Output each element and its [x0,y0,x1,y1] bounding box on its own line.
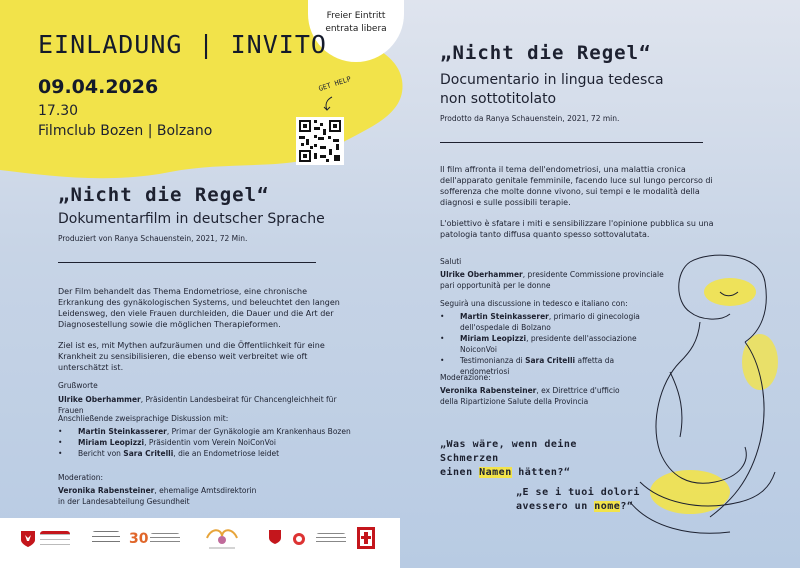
it-moderation-role: , ex Direttrice d'ufficio della Ripartizione Salute della Provincia [440,386,620,406]
de-film-subtitle: Dokumentarfilm in deutscher Sprache [58,211,325,227]
participant-prefix: Bericht von [78,449,124,458]
sanitary-service-logo-icon [292,532,306,546]
quote-it-line1: „E se i tuoi dolori [516,487,640,498]
de-moderation-name: Veronika Rabensteiner [58,486,155,495]
de-moderation-role1: , ehemalige Amtsdirektorin [154,486,257,495]
participant-role: , Präsidentin vom Verein NoiConVoi [144,438,276,447]
women-council-logo-icon [150,533,180,549]
event-venue: Filmclub Bozen | Bolzano [38,123,213,139]
quote-german [440,438,640,480]
de-moderation [58,472,358,507]
participant-role: , primario di ginecologia dell'ospedale di Bolzano [460,312,640,332]
list-item [58,448,358,459]
it-moderation-label: Moderazione: [440,373,491,382]
event-date: 09.04.2026 [38,76,159,98]
it-description-1: Il film affronta il tema dell'endometriosi, una malattia cronica dell'apparato genitale femminile, facendo luce sul lungo percorso di sofferenza che molte donne vivono, sui tempi e le modalità della diagnosi e sulle possibili terapie. [440,165,713,207]
it-moderation-name: Veronika Rabensteiner [440,386,537,395]
quote-de-part: hätten?“ [511,467,571,478]
quote-it-part: avessero un [516,501,595,512]
provincial-logo-text-icon [40,531,70,551]
it-discussion-label: Seguirà una discussione in tedesco e italiano con: [440,299,628,308]
it-description-2: L'obiettivo è sfatare i miti e sensibilizzare l'opinione pubblica su una patologia tanto diffusa quanto spesso sottovalutata. [440,219,714,239]
list-item [440,333,640,355]
participant-name: Miriam Leopizzi [460,334,527,343]
de-greetings-role: , Präsidentin Landesbeirat für Chancengleichheit für Frauen [58,395,337,415]
provincial-eagle-logo-icon [20,530,36,548]
de-greetings [58,380,358,416]
get-help-label: GET HELP [317,74,353,94]
participant-name: Martin Steinkasserer [78,427,167,436]
de-discussion [58,413,358,459]
it-discussion [440,298,640,377]
de-discussion-label: Anschließende zweisprachige Diskussion mit: [58,414,229,423]
bolzano-city-logo-icon [356,526,376,552]
equal-opportunity-logo-icon [92,531,120,551]
participant-role: , presidente dell'associazione NoiconVoi [460,334,637,354]
quote-de-line1: „Was wäre, wenn deine Schmerzen [440,439,577,464]
quote-de-part: einen [440,467,480,478]
it-participant-list [440,311,640,377]
health-service-logo-icon [268,529,282,545]
it-film-subtitle-1: Documentario in lingua tedesca [440,72,664,88]
participant-name: Miriam Leopizzi [78,438,145,447]
de-greetings-label: Grußworte [58,381,98,390]
de-description-1: Der Film behandelt das Thema Endometriose, eine chronische Erkrankung des gynäkologischen Systems, und beleuchtet den langen Leidensweg, den viele Frauen durchleiden, die Dauer und die Art der Diagnosestellung sowie die möglichen Therapieformen. [58,287,340,329]
quote-de-highlight: Namen [479,467,512,478]
participant-name: Martin Steinkasserer [460,312,549,321]
de-description-2: Ziel ist es, mit Mythen aufzuräumen und die Öffentlichkeit für eine Krankheit zu sensibilisieren, die ebenso weit verbreitet wie oft unterschätzt ist. [58,341,325,372]
quote-de-line2 [440,466,640,480]
list-item [58,426,358,437]
anniversary-30-logo-icon [128,528,150,548]
it-greetings-label: Saluti [440,257,462,266]
it-divider [440,142,703,143]
list-item [58,437,358,448]
it-film-title: „Nicht die Regel“ [440,42,652,64]
it-production-info: Prodotto da Ranya Schauenstein, 2021, 72 min. [440,114,620,123]
qr-code-icon[interactable] [296,117,344,165]
de-moderation-label: Moderation: [58,473,104,482]
de-divider [58,262,316,263]
de-participant-list [58,426,358,459]
page-title: EINLADUNG | INVITO [38,30,327,59]
it-moderation-speaker [440,385,640,407]
quote-it-part: ?“ [620,501,634,512]
it-film-subtitle-2: non sottotitolato [440,91,557,107]
it-greetings-role: , presidente Commissione provinciale pari opportunità per le donne [440,270,664,290]
participant-name: Sara Critelli [525,356,576,365]
participant-role: , Primar der Gynäkologie am Krankenhaus Bozen [166,427,351,436]
film-club-logo-icon [316,533,346,549]
quote-italian [516,486,656,514]
de-moderation-role2: in der Landesabteilung Gesundheit [58,497,190,506]
participant-role: affetta da endometriosi [460,356,615,376]
get-help-arrow-icon [322,96,336,112]
free-entry-it: entrata libera [325,24,387,34]
participant-name: Sara Critelli [123,449,174,458]
event-time: 17.30 [38,103,79,119]
de-film-title: „Nicht die Regel“ [58,184,270,206]
noiconvoi-logo-icon [203,526,241,552]
participant-prefix: Testimonianza di [460,356,526,365]
de-moderation-speaker [58,485,358,496]
quote-it-highlight: nome [594,501,621,512]
participant-role: , die an Endometriose leidet [173,449,280,458]
it-greetings-name: Ulrike Oberhammer [440,270,523,279]
it-moderation [440,372,640,407]
svg-text:30: 30 [129,531,149,547]
quote-it-line2 [516,500,656,514]
de-greetings-name: Ulrike Oberhammer [58,395,141,404]
free-entry-de: Freier Eintritt [326,11,386,21]
de-production-info: Produziert von Ranya Schauenstein, 2021, 72 Min. [58,234,248,243]
list-item [440,311,640,333]
